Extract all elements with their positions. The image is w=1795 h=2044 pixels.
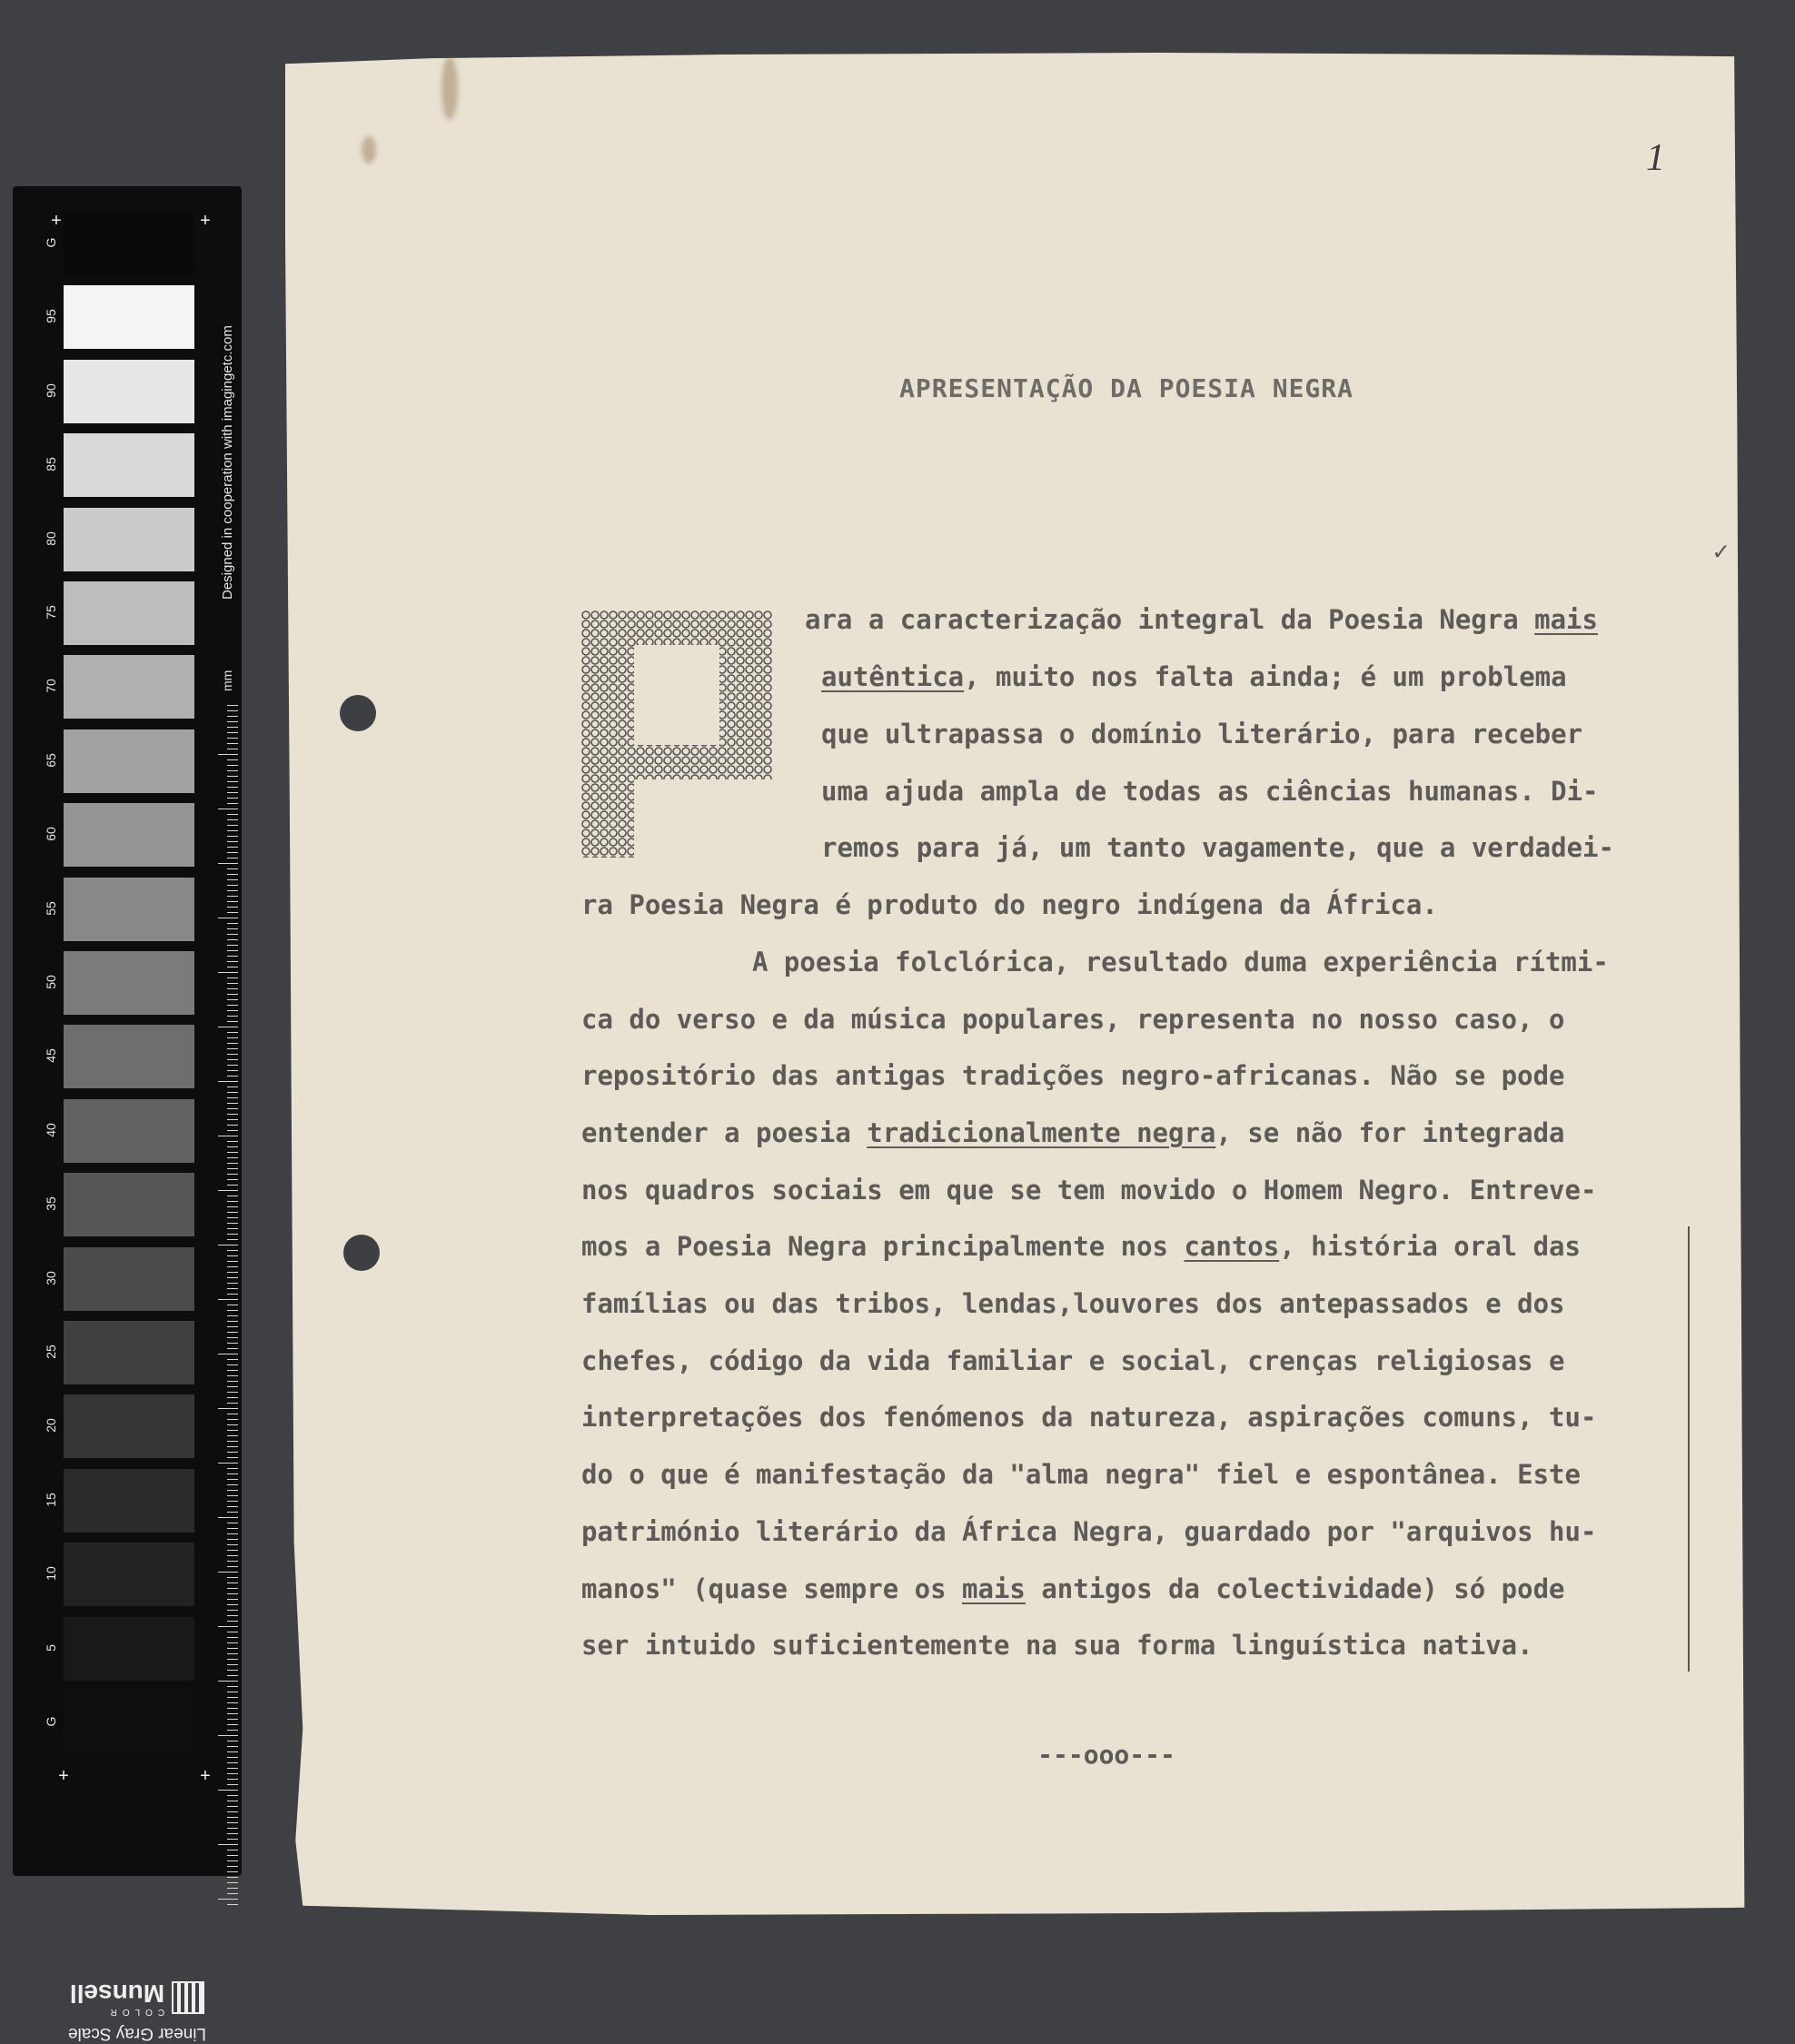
- text-line: ser intuido suficientemente na sua forma linguística nativa.: [581, 1630, 1533, 1661]
- paper-stain: [362, 136, 376, 164]
- scale-label: 35: [44, 1196, 58, 1211]
- gray-swatch: [64, 729, 194, 793]
- gray-scale-card: [13, 186, 242, 2043]
- scale-label: 70: [44, 679, 58, 694]
- text-line: ra Poesia Negra é produto do negro indígena da África.: [581, 889, 1438, 920]
- text-line: uma ajuda ampla de todas as ciências humanas. Di-: [821, 776, 1599, 807]
- text-line: interpretações dos fenómenos da natureza, aspirações comuns, tu-: [581, 1402, 1597, 1433]
- gray-swatch: [64, 1025, 194, 1088]
- text-line: mos a Poesia Negra principalmente nos cantos, história oral das: [581, 1231, 1581, 1262]
- page-number: 1: [1646, 137, 1665, 179]
- check-mark-icon: ✓: [1713, 536, 1729, 566]
- drop-cap-letter-p: [581, 610, 772, 858]
- scale-label: 15: [44, 1493, 58, 1507]
- scale-label: 10: [44, 1566, 58, 1581]
- gray-swatch: [64, 1321, 194, 1384]
- gray-swatch: [64, 1617, 194, 1681]
- gray-swatch: [64, 1173, 194, 1236]
- gray-swatch: [64, 581, 194, 645]
- gray-swatch: [64, 433, 194, 497]
- scale-label: 75: [44, 605, 58, 620]
- scale-label: 90: [44, 383, 58, 398]
- gray-swatch: [64, 1691, 194, 1754]
- document-title: APRESENTAÇÃO DA POESIA NEGRA: [899, 373, 1354, 403]
- gray-swatch: [64, 508, 194, 571]
- scale-label: 50: [44, 975, 58, 989]
- gray-swatch: [64, 1099, 194, 1163]
- text-line: património literário da África Negra, guardado por "arquivos hu-: [581, 1516, 1597, 1547]
- text-line: entender a poesia tradicionalmente negra, se não for integrada: [581, 1117, 1565, 1148]
- plus-mark-top-right: +: [200, 211, 211, 231]
- scale-label: 30: [44, 1270, 58, 1285]
- scale-label: 60: [44, 827, 58, 841]
- scale-label: 45: [44, 1048, 58, 1064]
- plus-mark-top-left: +: [51, 211, 62, 231]
- closing-ornament: ---ooo---: [1037, 1740, 1175, 1770]
- gray-swatch: [64, 803, 194, 867]
- scale-label: G: [44, 237, 58, 248]
- gray-swatch: [64, 1247, 194, 1311]
- punch-hole-lower: [343, 1235, 380, 1271]
- scale-title: Linear Gray Scale: [67, 2024, 207, 2043]
- scale-label: 20: [44, 1418, 58, 1434]
- gray-swatch: [64, 1394, 194, 1458]
- munsell-brand-block: [60, 1971, 214, 2044]
- punch-hole-upper: [340, 695, 376, 731]
- gray-swatch: [64, 212, 194, 275]
- gray-swatch: [64, 655, 194, 719]
- gray-swatch: [64, 360, 194, 423]
- margin-pencil-line: [1688, 1226, 1690, 1672]
- scale-label: G: [44, 1716, 58, 1727]
- scale-label: 65: [44, 753, 58, 768]
- text-line: repositório das antigas tradições negro-africanas. Não se pode: [581, 1060, 1565, 1091]
- text-line: do o que é manifestação da "alma negra" fiel e espontânea. Este: [581, 1459, 1581, 1490]
- brand-name: Munsell: [69, 1980, 165, 2008]
- scale-label: 5: [44, 1643, 58, 1652]
- scale-label: 85: [44, 457, 58, 471]
- text-line: nos quadros sociais em que se tem movido o Homem Negro. Entreve-: [581, 1175, 1597, 1206]
- gray-swatch: [64, 951, 194, 1015]
- gray-swatch: [64, 1469, 194, 1533]
- mm-ruler-major-ticks: [218, 700, 238, 1909]
- scale-label: 95: [44, 309, 58, 324]
- plus-mark-bottom-right: +: [200, 1766, 211, 1786]
- text-line: A poesia folclórica, resultado duma experiência rítmi-: [752, 947, 1609, 977]
- underlined-word: mais: [962, 1573, 1026, 1604]
- text-line: remos para já, um tanto vagamente, que a verdadei-: [821, 832, 1614, 863]
- scale-label: 55: [44, 900, 58, 916]
- mm-label: mm: [220, 670, 234, 691]
- underlined-word: tradicionalmente negra: [867, 1117, 1216, 1148]
- gray-swatch: [64, 1543, 194, 1606]
- munsell-logo-icon: [172, 1982, 204, 2015]
- scale-label: 40: [44, 1123, 58, 1137]
- text-line: famílias ou das tribos, lendas,louvores dos antepassados e dos: [581, 1288, 1565, 1319]
- scale-label: 80: [44, 531, 58, 546]
- plus-mark-bottom-left: +: [58, 1766, 69, 1786]
- underlined-word: cantos: [1184, 1231, 1280, 1262]
- paper-stain: [441, 56, 458, 120]
- gray-swatch: [64, 878, 194, 941]
- brand-sub: COLOR: [104, 2007, 165, 2017]
- text-line: ara a caracterização integral da Poesia Negra mais: [805, 604, 1598, 635]
- gray-swatch: [64, 285, 194, 349]
- text-line: autêntica, muito nos falta ainda; é um problema: [821, 661, 1567, 692]
- designed-in-cooperation-text: Designed in cooperation with imagingetc.com: [220, 325, 235, 600]
- text-line: que ultrapassa o domínio literário, para receber: [821, 719, 1583, 749]
- text-line: manos" (quase sempre os mais antigos da colectividade) só pode: [581, 1573, 1565, 1604]
- text-line: ca do verso e da música populares, representa no nosso caso, o: [581, 1004, 1565, 1035]
- scale-label: 25: [44, 1344, 58, 1359]
- underlined-word: mais: [1534, 604, 1598, 635]
- text-line: chefes, código da vida familiar e social, crenças religiosas e: [581, 1345, 1565, 1376]
- underlined-word: autêntica: [821, 661, 965, 692]
